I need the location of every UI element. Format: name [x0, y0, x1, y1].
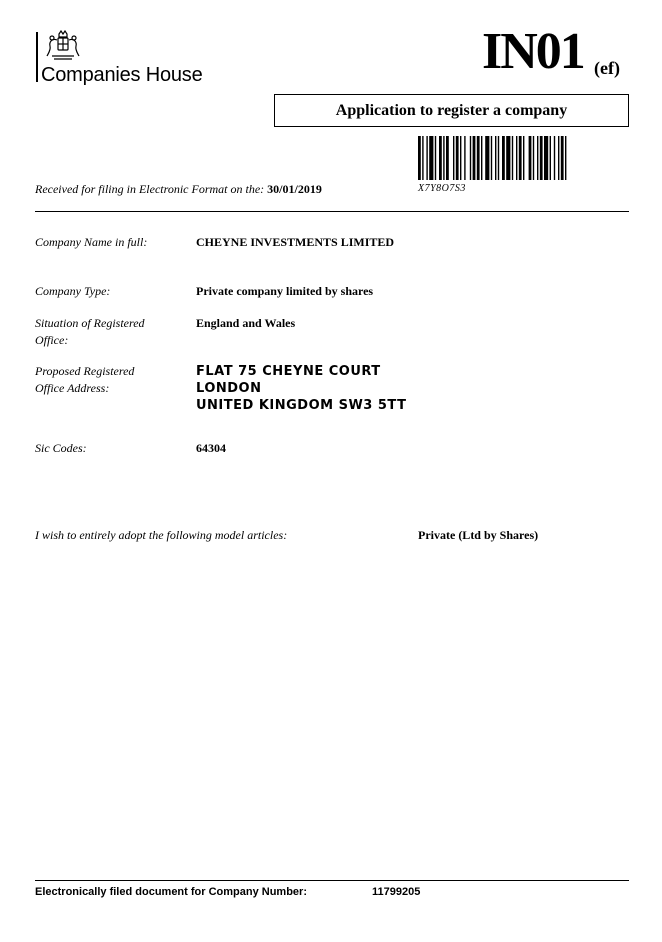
received-line: [35, 182, 322, 197]
barcode-bar: [519, 136, 522, 180]
barcode-bar: [554, 136, 555, 180]
barcode-image: [418, 136, 629, 180]
footer-company-number: 11799205: [372, 886, 421, 898]
barcode-bar: [558, 136, 559, 180]
barcode-bar: [446, 136, 449, 180]
barcode-bar: [529, 136, 532, 180]
barcode-bar: [502, 136, 505, 180]
barcode-bar: [544, 136, 548, 180]
barcode-bar: [537, 136, 538, 180]
form-code: IN01: [482, 23, 584, 80]
royal-crest-icon: [44, 30, 82, 64]
office-address-label: Proposed Registered Office Address:: [35, 364, 135, 395]
sic-codes-value: 64304: [196, 441, 226, 455]
barcode-bar: [498, 136, 499, 180]
barcode-bar: [422, 136, 423, 180]
company-name-label: Company Name in full:: [35, 235, 148, 249]
company-type-label: Company Type:: [35, 284, 111, 298]
barcode-bar: [523, 136, 524, 180]
barcode-bar: [470, 136, 471, 180]
barcode-bar: [443, 136, 444, 180]
header-divider: [35, 211, 629, 212]
barcode-bar: [460, 136, 461, 180]
received-label: Received for filing in Electronic Format on the:: [35, 182, 265, 196]
barcode-bar: [429, 136, 433, 180]
barcode-bar: [491, 136, 492, 180]
organisation-name: Companies House: [41, 64, 203, 86]
barcode-bar: [477, 136, 480, 180]
barcode-bar: [453, 136, 454, 180]
barcode-bar: [456, 136, 459, 180]
barcode-bar: [464, 136, 465, 180]
form-suffix: (ef): [594, 58, 620, 78]
company-name-value: CHEYNE INVESTMENTS LIMITED: [196, 235, 395, 249]
form-title: Application to register a company: [335, 102, 568, 119]
barcode-text: X7Y8O7S3: [418, 183, 466, 194]
barcode-bar: [418, 136, 421, 180]
footer-label: Electronically filed document for Company Number:: [35, 886, 307, 898]
barcode-bar: [512, 136, 513, 180]
barcode-bar: [481, 136, 482, 180]
barcode-bar: [473, 136, 476, 180]
barcode-bar: [561, 136, 564, 180]
barcode-bar: [565, 136, 566, 180]
barcode-bar: [485, 136, 489, 180]
barcode-bar: [439, 136, 442, 180]
office-address-line-2: LONDON: [196, 381, 262, 396]
model-articles-value: Private (Ltd by Shares): [418, 528, 539, 542]
situation-value: England and Wales: [196, 316, 296, 330]
logo-divider: [36, 32, 38, 82]
form-title-box: [274, 94, 629, 127]
barcode-bar: [506, 136, 510, 180]
barcode-bar: [495, 136, 496, 180]
situation-label: Situation of Registered Office:: [35, 316, 145, 347]
sic-codes-label: Sic Codes:: [35, 441, 87, 455]
office-address-line-3: UNITED KINGDOM SW3 5TT: [196, 398, 407, 413]
model-articles-label: I wish to entirely adopt the following model articles:: [35, 528, 288, 542]
company-type-value: Private company limited by shares: [196, 284, 374, 298]
barcode-bar: [435, 136, 436, 180]
barcode-bar: [516, 136, 517, 180]
received-date: 30/01/2019: [267, 182, 322, 196]
office-address-line-1: FLAT 75 CHEYNE COURT: [196, 364, 381, 379]
barcode-bar: [540, 136, 543, 180]
barcode-bar: [550, 136, 551, 180]
barcode-bar: [426, 136, 427, 180]
footer-divider: [35, 880, 629, 881]
barcode-bar: [533, 136, 534, 180]
